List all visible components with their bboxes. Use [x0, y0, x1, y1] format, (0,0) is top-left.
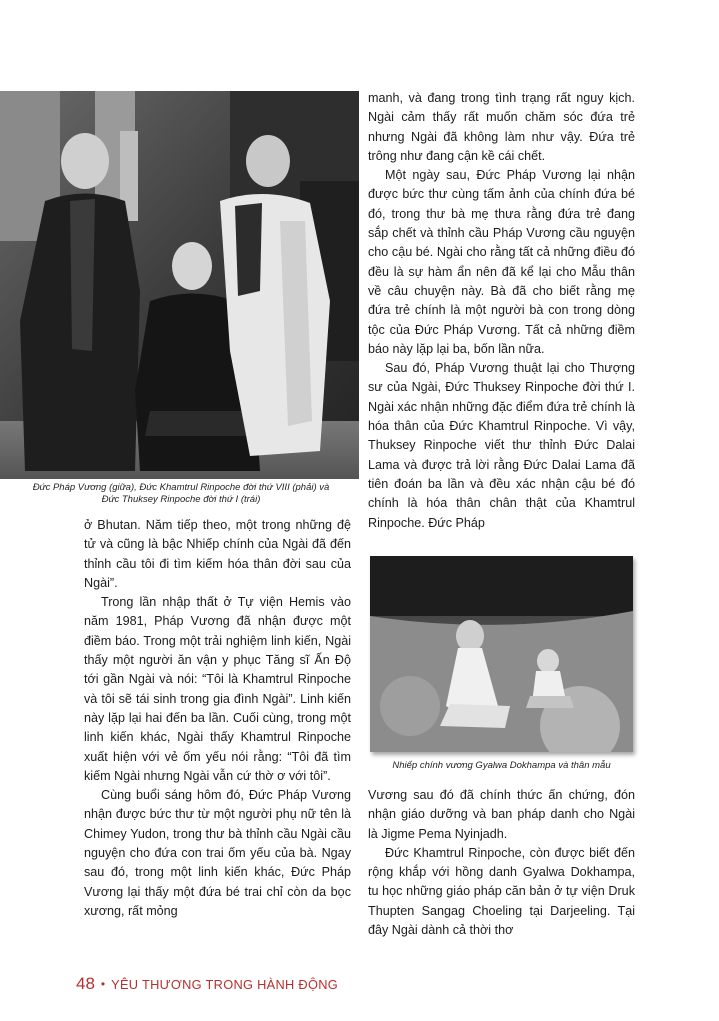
- right-top-paragraph-3: Sau đó, Pháp Vương thuật lại cho Thượng sư của Ngài, Đức Thuksey Rinpoche đời thứ I. Ngài xác nhận những đặc điểm đứa trẻ chính là hóa thân của Đức Khamtrul Rinpoche. Vì vậy, Thuksey Rinpoche viết thư thỉnh Đức Dalai Lama và được trả lời rằng Đức Dalai Lama đã tiên đoán ba lần và đều xác nhận cậu bé đó chính là hóa thân chân thật của Khamtrul Rinpoche. Đức Pháp: [368, 361, 635, 530]
- left-paragraph-3: Cùng buổi sáng hôm đó, Đức Pháp Vương nhận được bức thư từ một người phụ nữ tên là Chimey Yudon, trong thư bà thỉnh cầu Ngài cầu nguyện cho đứa con trai ốm yếu của bà. Ngay sau đó, trong một linh kiến khác, Đức Pháp Vương lại thấy một đứa bé trai chỉ còn da bọc xương, rất mỏng: [84, 788, 351, 918]
- photo-mother-child: [370, 556, 633, 752]
- photo1-caption-line1: Đức Pháp Vương (giữa), Đức Khamtrul Rinpoche đời thứ VIII (phải) và: [32, 482, 330, 493]
- page-number: 48: [76, 974, 95, 993]
- right-top-paragraph-2: Một ngày sau, Đức Pháp Vương lại nhận được bức thư cùng tấm ảnh của chính đứa bé đó, trong thư bà mẹ thưa rằng đứa trẻ đang sắp chết và thỉnh cầu Pháp Vương cầu nguyện cho cậu bé. Ngài cho rằng tất cả những điều đó đều là sự hàm ẩn nên đã kể lại cho Mẫu thân về câu chuyện này. Bà đã cho biết rằng mẹ đứa trẻ chính là một người bà con trong dòng tộc của Đức Pháp Vương. Tất cả những điềm báo này lặp lại ba, bốn lần nữa.: [368, 168, 635, 356]
- photo1-caption-line2: Đức Thuksey Rinpoche đời thứ I (trái): [101, 494, 261, 505]
- right-bottom-paragraph-2: Đức Khamtrul Rinpoche, còn được biết đến rộng khắp với hồng danh Gyalwa Dokhampa, tu học những giáo pháp căn bản ở tự viện Druk Thupten Sangag Choeling tại Darjeeling. Tại đây Ngài dành cả thời thơ: [368, 845, 635, 938]
- right-column-bottom: [368, 786, 635, 940]
- book-title: YÊU THƯƠNG TRONG HÀNH ĐỘNG: [111, 976, 339, 992]
- right-bottom-paragraph-1: Vương sau đó đã chính thức ấn chứng, đón nhận giáo dưỡng và ban pháp danh cho Ngài là Jigme Pema Nyinjadh.: [368, 788, 635, 841]
- bullet-icon: •: [100, 977, 106, 991]
- photo2-caption: Nhiếp chính vương Gyalwa Dokhampa và thân mẫu: [392, 760, 611, 771]
- left-paragraph-2: Trong lần nhập thất ở Tự viện Hemis vào năm 1981, Pháp Vương đã nhận được một điềm báo. Trong một trải nghiệm linh kiến, Ngài thấy một người ăn vận y phục Tăng sĩ Ấn Độ tới gần Ngài và nói: “Tôi là Khamtrul Rinpoche và tôi sẽ tái sinh trong gia đình Ngài”. Linh kiến này lặp lại hai đến ba lần. Cuối cùng, trong một linh kiến khác, Ngài thấy Khamtrul Rinpoche xuất hiện với vẻ ốm yếu nói rằng: “Tôi đã tìm kiếm Ngài nhưng Ngài vẫn cứ thờ ơ với tôi”.: [84, 595, 351, 783]
- right-column-top: [368, 89, 635, 533]
- page-footer: [76, 974, 338, 994]
- photo1-caption: [6, 482, 356, 506]
- right-top-paragraph-1: manh, và đang trong tình trạng rất nguy kịch. Ngài cảm thấy rất muốn chăm sóc đứa trẻ nhưng Ngài đã không làm như vậy. Đứa trẻ trông như đang cận kề cái chết.: [368, 91, 635, 163]
- left-column: [84, 516, 351, 921]
- photo-three-monks: [0, 91, 359, 479]
- left-paragraph-1: ở Bhutan. Năm tiếp theo, một trong những đệ tử và cũng là bậc Nhiếp chính của Ngài đã đến thỉnh cầu tôi đi tìm kiếm hóa thân đời sau của Ngài”.: [84, 518, 351, 590]
